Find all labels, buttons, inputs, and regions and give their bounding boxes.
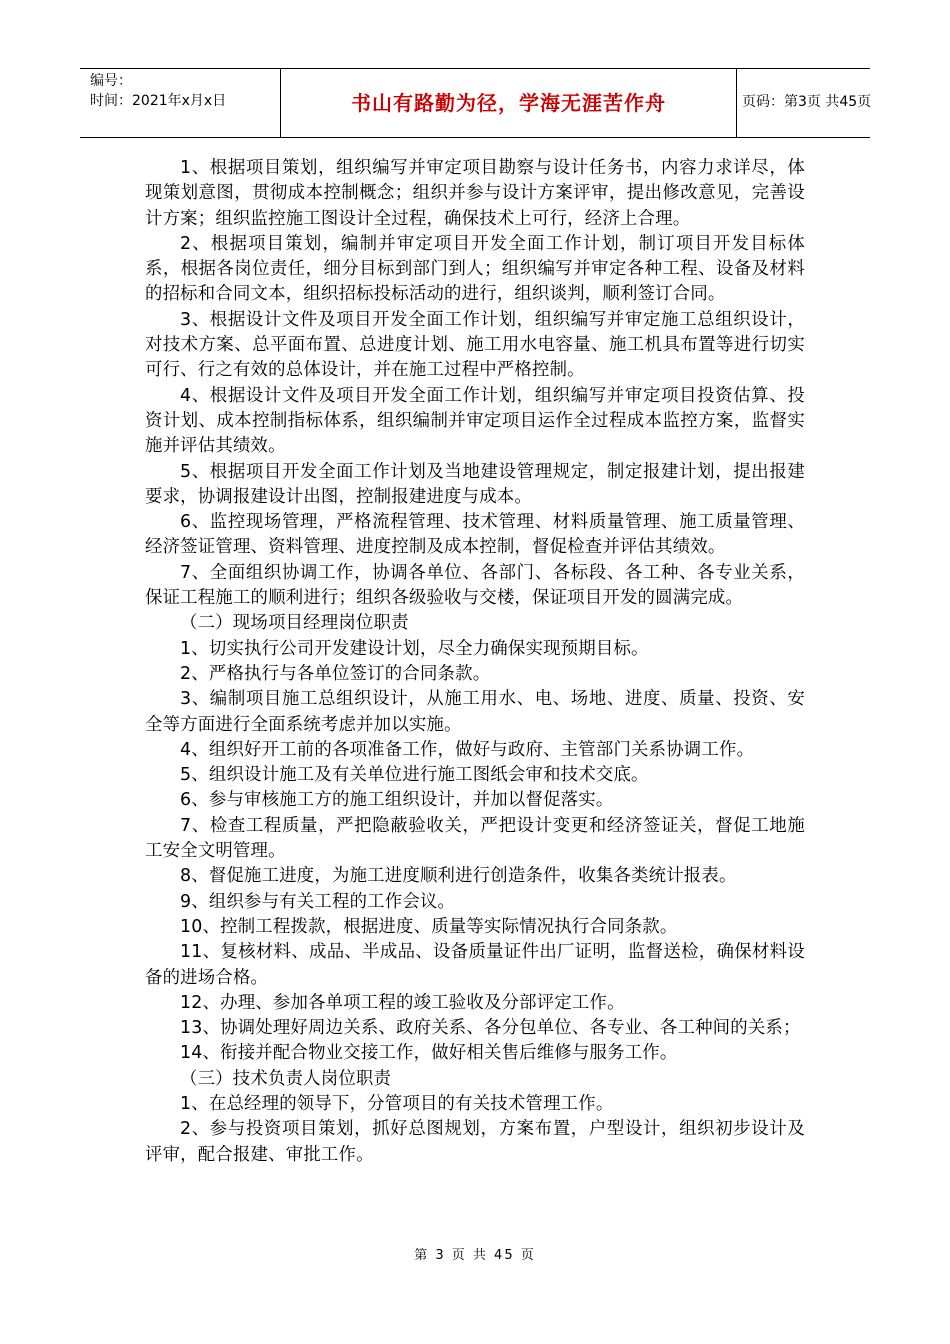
paragraph: 6、监控现场管理，严格流程管理、技术管理、材料质量管理、施工质量管理、经济签证管理、资料管理、进度控制及成本控制，督促检查并评估其绩效。 — [145, 512, 805, 558]
paragraph: 7、检查工程质量，严把隐蔽验收关，严把设计变更和经济签证关，督促工地施工安全文明管理。 — [145, 815, 805, 862]
paragraph: 4、组织好开工前的各项准备工作，做好与政府、主管部门关系协调工作。 — [180, 739, 755, 760]
header-info-cell — [80, 69, 280, 137]
paragraph: 2、严格执行与各单位签订的合同条款。 — [180, 663, 491, 684]
document-number-label: 编号： — [90, 73, 132, 89]
section-heading: （三）技术负责人岗位职责 — [180, 1068, 392, 1089]
page-footer: 第 3 页 共 45 页 — [414, 1248, 536, 1263]
paragraph: 3、根据设计文件及项目开发全面工作计划，组织编写并审定施工总组织设计，对技术方案、总平面布置、总进度计划、施工用水电容量、施工机具布置等进行切实可行、行之有效的总体设计，并在施工过程中严格控制。 — [145, 309, 805, 381]
paragraph: 12、办理、参加各单项工程的竣工验收及分部评定工作。 — [180, 992, 625, 1013]
section-heading: （二）现场项目经理岗位职责 — [180, 613, 409, 634]
paragraph: 4、根据设计文件及项目开发全面工作计划，组织编写并审定项目投资估算、投资计划、成本控制指标体系，组织编制并审定项目运作全过程成本监控方案，监督实施并评估其绩效。 — [145, 385, 805, 457]
paragraph: 1、切实执行公司开发建设计划，尽全力确保实现预期目标。 — [180, 638, 649, 659]
header-page-cell — [736, 69, 870, 137]
paragraph: 9、组织参与有关工程的工作会议。 — [180, 891, 456, 912]
paragraph: 2、参与投资项目策划，抓好总图规划，方案布置，户型设计，组织初步设计及评审，配合报建、审批工作。 — [145, 1119, 805, 1165]
paragraph: 1、根据项目策划，组织编写并审定项目勘察与设计任务书，内容力求详尽，体现策划意图，贯彻成本控制概念；组织并参与设计方案评审，提出修改意见，完善设计方案；组织监控施工图设计全过程，确保技术上可行，经济上合理。 — [145, 158, 805, 229]
paragraph: 11、复核材料、成品、半成品、设备质量证件出厂证明，监督送检，确保材料设备的进场合格。 — [145, 942, 805, 988]
paragraph: 7、全面组织协调工作，协调各单位、各部门、各标段、各工种、各专业关系，保证工程施工的顺利进行；组织各级验收与交楼，保证项目开发的圆满完成。 — [145, 562, 805, 609]
paragraph: 1、在总经理的领导下，分管项目的有关技术管理工作。 — [180, 1093, 614, 1114]
header-motto: 书山有路勤为径，学海无涯苦作舟 — [351, 91, 666, 115]
document-date-label: 时间：2021年x月x日 — [90, 93, 227, 109]
paragraph: 8、督促施工进度，为施工进度顺利进行创造条件，收集各类统计报表。 — [180, 866, 737, 887]
paragraph: 5、根据项目开发全面工作计划及当地建设管理规定，制定报建计划，提出报建要求，协调报建设计出图，控制报建进度与成本。 — [145, 461, 805, 507]
paragraph: 2、根据项目策划，编制并审定项目开发全面工作计划，制订项目开发目标体系，根据各岗位责任，细分目标到部门到人；组织编写并审定各种工程、设备及材料的招标和合同文本，组织招标投标活动的进行，组织谈判，顺利签订合同。 — [145, 233, 805, 305]
paragraph: 3、编制项目施工总组织设计，从施工用水、电、场地、进度、质量、投资、安全等方面进行全面系统考虑并加以实施。 — [145, 689, 805, 735]
paragraph: 13、协调处理好周边关系、政府关系、各分包单位、各专业、各工种间的关系； — [180, 1018, 801, 1039]
document-body — [145, 156, 805, 1168]
header-motto-cell — [280, 69, 737, 137]
page-header — [80, 68, 870, 138]
paragraph: 14、衔接并配合物业交接工作，做好相关售后维修与服务工作。 — [180, 1043, 678, 1064]
paragraph: 5、组织设计施工及有关单位进行施工图纸会审和技术交底。 — [180, 765, 649, 786]
paragraph: 6、参与审核施工方的施工组织设计，并加以督促落实。 — [180, 790, 614, 811]
header-page-info: 页码：第3页 共45页 — [742, 94, 872, 110]
paragraph: 10、控制工程拨款，根据进度、质量等实际情况执行合同条款。 — [180, 916, 678, 937]
